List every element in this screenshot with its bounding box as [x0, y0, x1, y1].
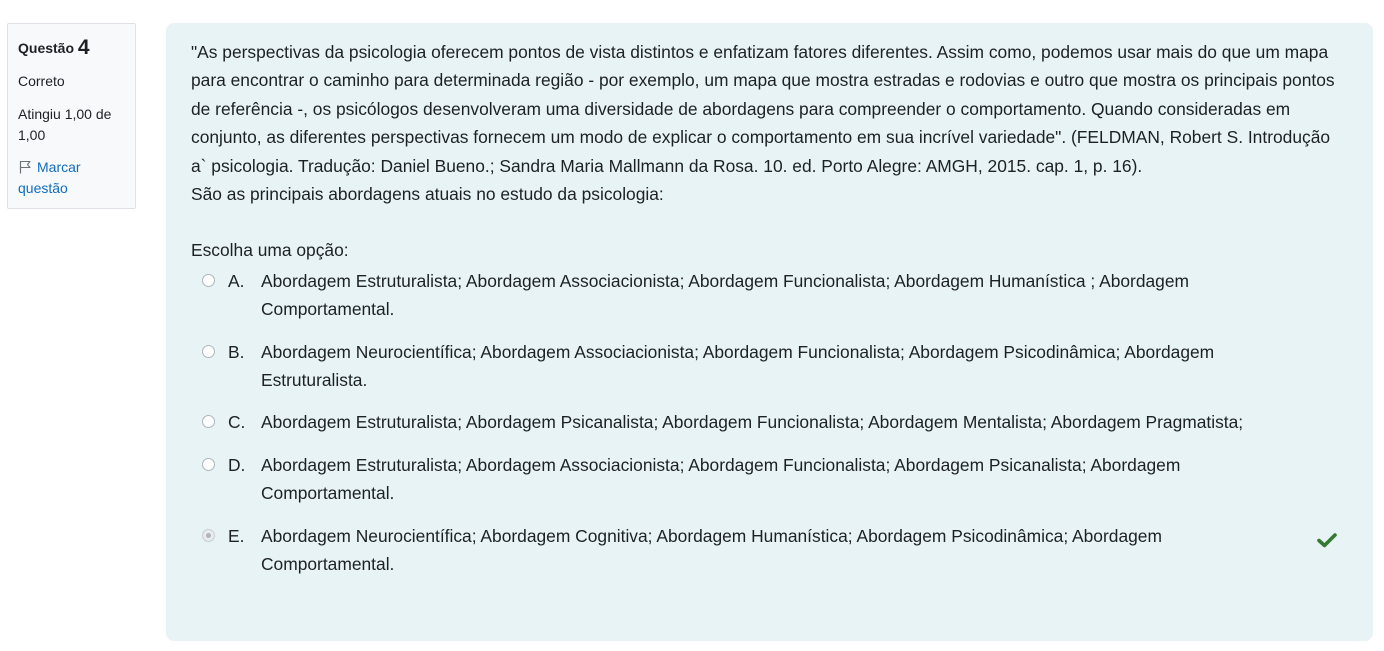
flag-label: Marcar questão — [18, 159, 81, 196]
question-grade: Atingiu 1,00 de 1,00 — [18, 106, 112, 143]
flag-question-link[interactable] — [18, 157, 125, 199]
answer-text: Abordagem Neurocientífica; Abordagem Cognitiva; Abordagem Humanística; Abordagem Psicodinâmica; Abordagem Comportamental. — [261, 525, 1162, 575]
answer-letter: B. — [228, 341, 245, 362]
answer-text: Abordagem Estruturalista; Abordagem Associacionista; Abordagem Funcionalista; Abordagem Humanística ; Abordagem Comportamental. — [261, 270, 1190, 320]
question-label: Questão — [18, 40, 75, 56]
answer-text: Abordagem Estruturalista; Abordagem Associacionista; Abordagem Funcionalista; Abordagem Psicanalista; Abordagem Comportamental. — [261, 454, 1181, 504]
answer-text: Abordagem Neurocientífica; Abordagem Associacionista; Abordagem Funcionalista; Abordagem Psicodinâmica; Abordagem Estruturalista. — [261, 341, 1215, 391]
question-subtext: São as principais abordagens atuais no estudo da psicologia: — [191, 184, 664, 205]
question-number — [18, 34, 125, 62]
answer-option-e[interactable] — [191, 522, 1348, 579]
question-text — [191, 38, 1348, 208]
answer-letter: D. — [228, 454, 246, 475]
answer-option-d[interactable] — [191, 451, 1348, 508]
answer-radio-c[interactable] — [202, 415, 215, 428]
check-icon — [1317, 528, 1337, 556]
answer-option-b[interactable] — [191, 338, 1348, 395]
question-state: Correto — [18, 73, 65, 89]
question-body: "As perspectivas da psicologia oferecem pontos de vista distintos e enfatizam fatores diferentes. Assim como, podemos usar mais do que um mapa para encontrar o caminho para determinada região - por exemplo, um mapa que mostra estradas e rodovias e outro que mostra os principais pontos de referência -, os psicólogos desenvolveram uma diversidade de abordagens para compreender o comportamento. Quando consideradas em conjunto, as diferentes perspectivas fornecem um modo de explicar o comportamento em sua incrível variedade". (FELDMAN, Robert S. Introdução a` psicologia. Tradução: Daniel Bueno.; Sandra Maria Mallmann da Rosa. 10. ed. Porto Alegre: AMGH, 2015. cap. 1, p. 16). — [191, 42, 1335, 176]
answer-radio-d[interactable] — [202, 458, 215, 471]
answer-option-a[interactable] — [191, 267, 1348, 324]
answer-list — [191, 267, 1348, 579]
flag-icon — [18, 160, 32, 174]
question-number-value: 4 — [77, 36, 90, 59]
answer-prompt: Escolha uma opção: — [191, 240, 349, 261]
answer-radio-a[interactable] — [202, 274, 215, 287]
answer-letter: E. — [228, 525, 245, 546]
answer-option-c[interactable] — [191, 408, 1348, 436]
question-content — [166, 23, 1373, 641]
answer-text: Abordagem Estruturalista; Abordagem Psicanalista; Abordagem Funcionalista; Abordagem Mentalista; Abordagem Pragmatista; — [261, 412, 1244, 433]
question-info — [7, 23, 136, 209]
answer-radio-b[interactable] — [202, 345, 215, 358]
answer-letter: A. — [228, 270, 245, 291]
answer-letter: C. — [228, 412, 246, 433]
answer-radio-e[interactable] — [202, 529, 215, 542]
